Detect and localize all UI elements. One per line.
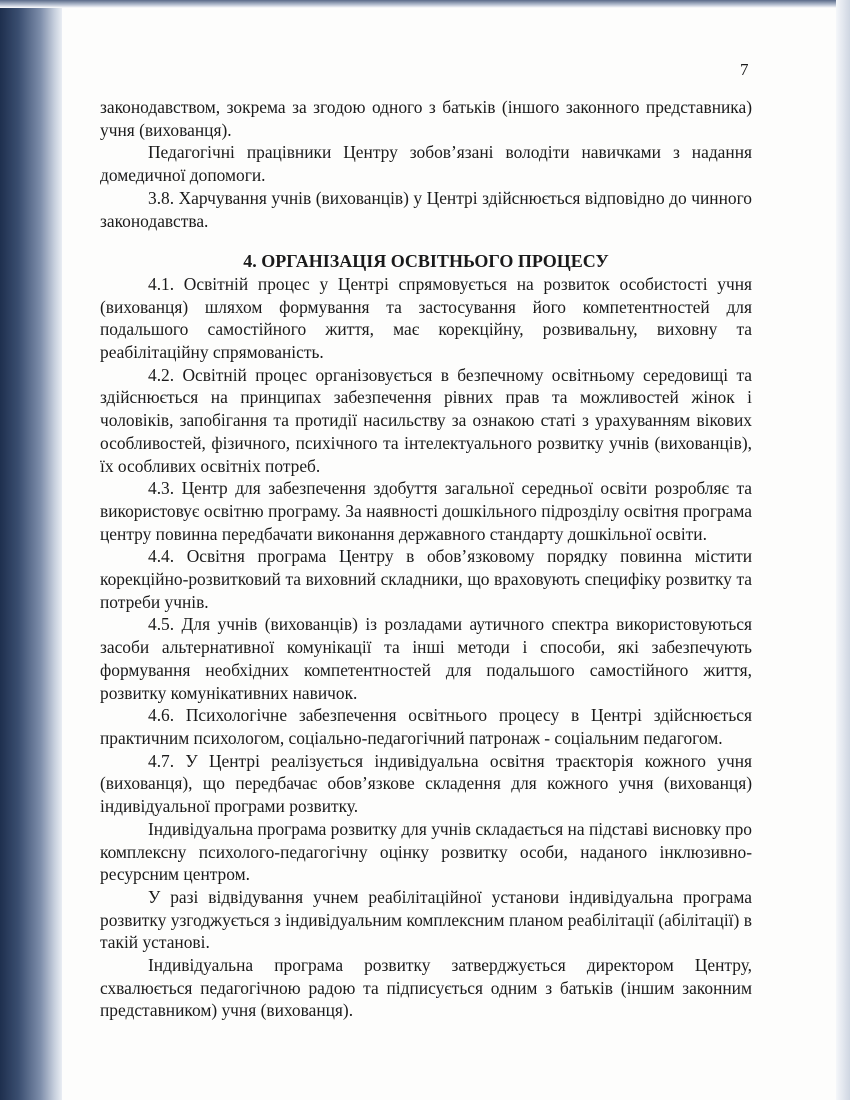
- document-page: [62, 8, 836, 1100]
- paragraph: Індивідуальна програма розвитку для учнів складається на підставі висновку про комплексну психолого-педагогічну оцінку розвитку особи, наданого інклюзивно-ресурсним центром.: [100, 818, 752, 885]
- paragraph-4-3: 4.3. Центр для забезпечення здобуття загальної середньої освіти розробляє та використовує освітню програму. За наявності дошкільного підрозділу освітня програма центру повинна передбачати виконання державного стандарту дошкільної освіти.: [100, 478, 752, 544]
- scan-shadow-top: [0, 0, 850, 8]
- scan-shadow-right: [836, 0, 850, 1100]
- paragraph: Педагогічні працівники Центру зобов’язані володіти навичками з надання домедичної допомоги.: [100, 142, 752, 186]
- paragraph-4-4: 4.4. Освітня програма Центру в обов’язковому порядку повинна містити корекційно-розвитковий та виховний складники, що враховують специфіку розвитку та потреби учнів.: [100, 546, 752, 612]
- paragraph: Індивідуальна програма розвитку затверджується директором Центру, схвалюється педагогічною радою та підписується одним з батьків (іншим законним представником) учня (вихованця).: [100, 955, 752, 1021]
- paragraph-4-2: 4.2. Освітній процес організовується в безпечному освітньому середовищі та здійснюється на принципах забезпечення рівних прав та можливостей жінок і чоловіків, запобігання та протидії насильству за ознакою статі з урахуванням вікових особливостей, фізичного, психічного та інтелектуального розвитку учнів (вихованців), їх особливих освітніх потреб.: [100, 364, 752, 476]
- paragraph-continuation: законодавством, зокрема за згодою одного з батьків (іншого законного представника) учня (вихованця).: [100, 97, 752, 140]
- paragraph-4-1: 4.1. Освітній процес у Центрі спрямовується на розвиток особистості учня (вихованця) шляхом формування та застосування його компетентностей для подальшого самостійного життя, має корекційну, розвивальну, виховну та реабілітаційну спрямованість.: [100, 273, 752, 363]
- page-number: 7: [740, 60, 749, 79]
- paragraph-4-5: 4.5. Для учнів (вихованців) із розладами аутичного спектра використовуються засоби альтернативної комунікації та інші методи і способи, які забезпечують формування необхідних компетентностей для подальшого самостійного життя, розвитку комунікативних навичок.: [100, 614, 752, 703]
- scan-shadow-left: [0, 0, 62, 1100]
- paragraph-3-8: 3.8. Харчування учнів (вихованців) у Центрі здійснюється відповідно до чинного законодавства.: [100, 187, 752, 231]
- paragraph-4-7: 4.7. У Центрі реалізується індивідуальна освітня траєкторія кожного учня (вихованця), що передбачає обов’язкове складення для кожного учня (вихованця) індивідуальної програми розвитку.: [100, 750, 752, 817]
- document-body: [100, 96, 752, 1022]
- paragraph: У разі відвідування учнем реабілітаційної установи індивідуальна програма розвитку узгоджується з індивідуальним комплексним планом реабілітації (абілітації) в такій установі.: [100, 886, 752, 953]
- paragraph-4-6: 4.6. Психологічне забезпечення освітнього процесу в Центрі здійснюється практичним психологом, соціально-педагогічний патронаж - соціальним педагогом.: [100, 705, 752, 748]
- section-heading: 4. ОРГАНІЗАЦІЯ ОСВІТНЬОГО ПРОЦЕСУ: [243, 251, 609, 272]
